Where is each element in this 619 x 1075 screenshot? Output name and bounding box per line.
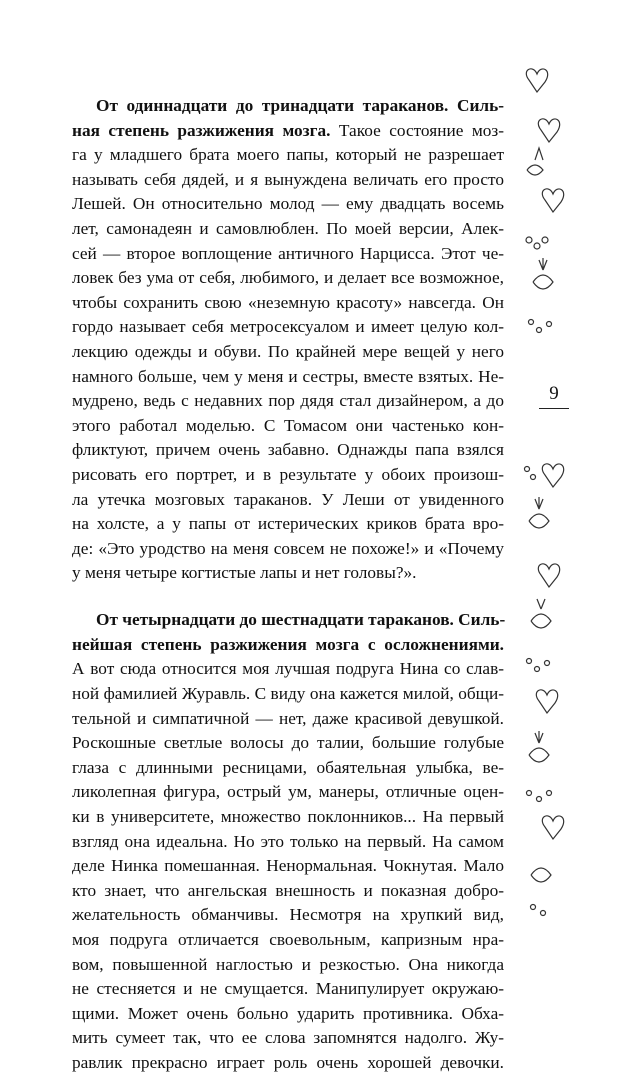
text-line: этого работал моделью. С Томасом они частенько кон-: [72, 415, 504, 435]
text-line: равлик прекрасно играет роль очень хорошей девочки.: [72, 1052, 504, 1072]
text-line: ла утечка мозговых тараканов. У Леши от увиденного: [72, 489, 504, 509]
text-line: ная степень разжижения мозга. Такое состояние моз-: [72, 120, 504, 140]
text-line: фликтуют, причем очень забавно. Однажды папа взялся: [72, 440, 504, 460]
page-number: 9: [549, 383, 559, 404]
text-line: тельной и симпатичной — нет, даже красивой девушкой.: [72, 708, 504, 728]
text-line: щими. Может очень больно ударить противника. Обха-: [72, 1003, 504, 1023]
text-line: ликолепная фигура, острый ум, манеры, отличные оцен-: [72, 782, 504, 802]
ornament-bottom: [515, 455, 577, 925]
heart-icon: [542, 464, 563, 487]
flower-heart-ornament-icon: [515, 455, 577, 925]
text-line: де: «Это уродство на меня совсем не похоже!» и «Почему: [72, 538, 504, 558]
text-line: гордо называет себя метросексуалом и имеет целую кол-: [72, 317, 504, 337]
text-line: деле Нинка помешанная. Ненормальная. Чокнутая. Мало: [72, 856, 504, 876]
text-line: глаза с длинными ресницами, обаятельная улыбка, ве-: [72, 757, 504, 777]
text-line: ной фамилией Журавль. С виду она кажется милой, общи-: [72, 683, 504, 703]
text-line: От одиннадцати до тринадцати тараканов. Силь-: [96, 96, 504, 115]
text-line: сей — второе воплощение античного Нарцисса. Этот че-: [72, 243, 504, 263]
text-line: вом, повышенной наглостью и резкостью. Она никогда: [72, 954, 504, 974]
text-line: лекцию одежды и обуви. По крайней мере вещей у него: [72, 342, 504, 361]
flower-heart-ornament-icon: [515, 60, 577, 360]
heart-icon: [536, 690, 557, 713]
text-line: лет, самонадеян и самовлюблен. По моей версии, Алек-: [72, 219, 504, 238]
text-line: на холсте, а у папы от истерических криков брата вро-: [72, 514, 504, 534]
text-line: А вот сюда относится моя лучшая подруга Нина со слав-: [72, 659, 504, 679]
text-line: мить сумеет так, что ее слова запомнятся надолго. Жу-: [72, 1028, 504, 1048]
page-number-rule: [539, 408, 569, 409]
heart-icon: [542, 816, 563, 839]
text-line: не стесняется и не смущается. Манипулирует окружаю-: [72, 979, 504, 999]
text-line: Роскошные светлые волосы до талии, большие голубые: [72, 733, 504, 753]
text-line: взгляд она идеальна. Но это только на первый. На самом: [72, 831, 504, 851]
text-line: желательность обманчивы. Несмотря на хрупкий вид,: [72, 905, 504, 925]
text-line: ловек без ума от себя, любимого, и делает все возможное,: [72, 268, 504, 288]
heart-icon: [538, 564, 559, 587]
text-line: намного больше, чем у меня и сестры, вместе взятых. Не-: [72, 366, 504, 386]
text-line: нейшая степень разжижения мозга с осложнениями.: [72, 634, 504, 654]
ornament-top: [515, 60, 577, 360]
text-line: рисовать его портрет, и в результате у обоих произош-: [72, 465, 504, 484]
text-line: мудрено, ведь с недавних пор дядя стал дизайнером, а до: [72, 391, 504, 411]
text-line: кто знает, что ангельская внешность и показная добро-: [72, 880, 504, 900]
text-line: чтобы сохранить свою «неземную красоту» навсегда. Он: [72, 292, 504, 312]
text-line: моя подруга отличается своевольным, капризным нра-: [72, 929, 504, 949]
heart-icon: [526, 69, 547, 92]
heart-icon: [542, 189, 563, 212]
text-line: у меня четыре когтистые лапы и нет головы?».: [72, 563, 417, 583]
text-line: ки в университете, множество поклонников... На первый: [72, 806, 504, 826]
text-line: Лешей. Он относительно молод — ему двадцать восемь: [72, 194, 504, 214]
heart-icon: [538, 119, 559, 142]
text-line: называть себя дядей, и я вынуждена величать его просто: [72, 169, 504, 189]
text-line: га у младшего брата моего папы, который не разрешает: [72, 145, 504, 165]
text-line: От четырнадцати до шестнадцати тараканов. Силь-: [96, 610, 506, 630]
